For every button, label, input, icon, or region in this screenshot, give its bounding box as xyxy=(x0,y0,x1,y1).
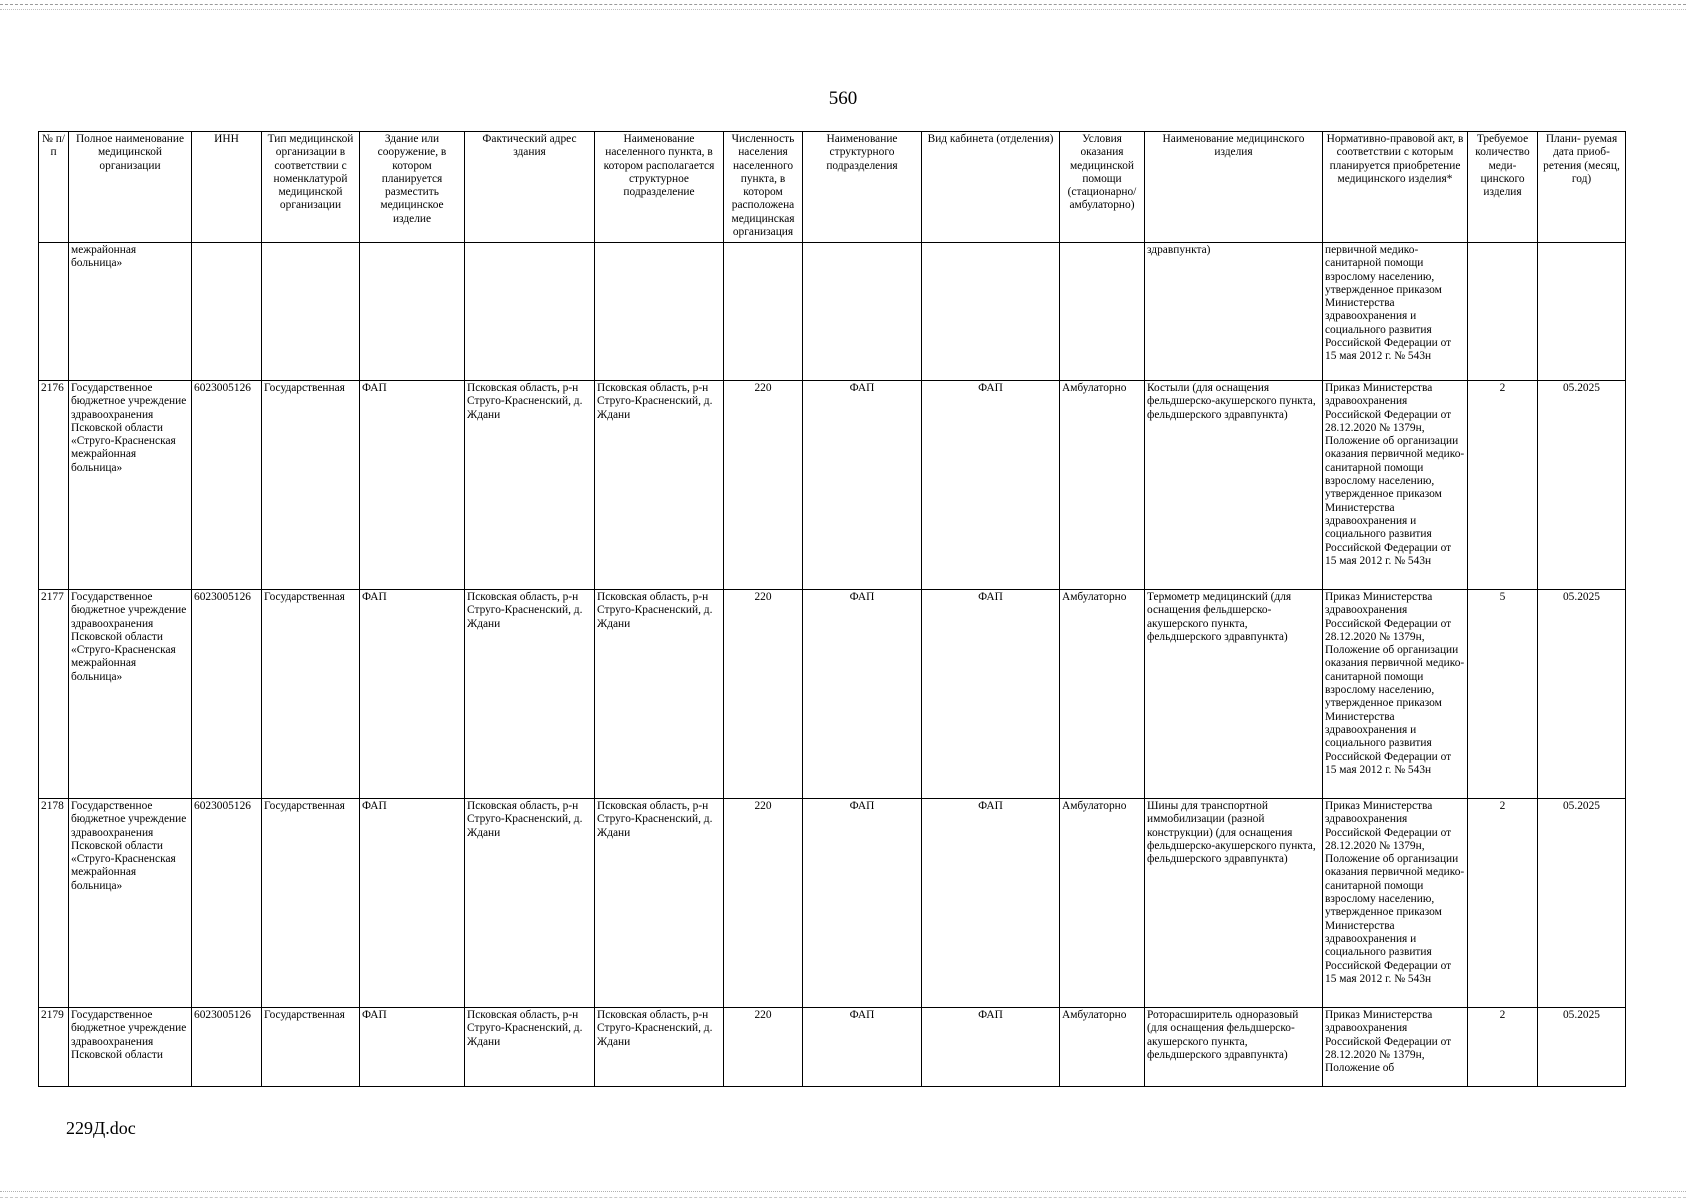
cell-num: 2178 xyxy=(39,799,69,1008)
cell-unit: ФАП xyxy=(803,799,922,1008)
header-cell: Плани- руемая дата приоб- ретения (месяц, год) xyxy=(1538,132,1626,243)
document-filename: 229Д.doc xyxy=(66,1118,136,1138)
cell-date xyxy=(1538,243,1626,381)
medical-equipment-table xyxy=(38,131,1626,1087)
cell-conditions: Амбулаторно xyxy=(1060,381,1145,590)
cell-device: Шины для транспортной иммобилизации (разной конструкции) (для оснащения фельдшерско-акушерского пункта, фельдшерского здравпункта) xyxy=(1145,799,1323,1008)
cell-address: Псковская область, р-н Струго-Красненский, д. Ждани xyxy=(465,590,595,799)
header-cell: № п/п xyxy=(39,132,69,243)
cell-inn xyxy=(192,243,262,381)
cell-date: 05.2025 xyxy=(1538,799,1626,1008)
cell-act: Приказ Министерства здравоохранения Российской Федерации от 28.12.2020 № 1379н, Положение об организации оказания первичной медико-санитарной помощи взрослому населению, утвержденное приказом Министерства здравоохранения и социального развития Российской Федерации от 15 мая 2012 г. № 543н xyxy=(1323,799,1468,1008)
cell-num: 2177 xyxy=(39,590,69,799)
header-cell: Численность населения населенного пункта, в котором расположена медицинская организация xyxy=(724,132,803,243)
cell-unit: ФАП xyxy=(803,381,922,590)
cell-date: 05.2025 xyxy=(1538,590,1626,799)
cell-address: Псковская область, р-н Струго-Красненский, д. Ждани xyxy=(465,1008,595,1087)
cell-conditions: Амбулаторно xyxy=(1060,1008,1145,1087)
cell-unit: ФАП xyxy=(803,590,922,799)
cell-population: 220 xyxy=(724,1008,803,1087)
table-row xyxy=(39,799,1626,1008)
cell-locality: Псковская область, р-н Струго-Красненский, д. Ждани xyxy=(595,799,724,1008)
header-cell: Вид кабинета (отделения) xyxy=(922,132,1060,243)
header-cell: Требуемое количество меди- цинского изделия xyxy=(1468,132,1538,243)
cell-qty xyxy=(1468,243,1538,381)
cell-type: Государственная xyxy=(262,381,360,590)
cell-conditions xyxy=(1060,243,1145,381)
table-header-row xyxy=(39,132,1626,243)
cell-building: ФАП xyxy=(360,381,465,590)
cell-num: 2179 xyxy=(39,1008,69,1087)
cell-address: Псковская область, р-н Струго-Красненский, д. Ждани xyxy=(465,799,595,1008)
header-cell: Здание или сооружение, в котором планируется разместить медицинское изделие xyxy=(360,132,465,243)
cell-population: 220 xyxy=(724,590,803,799)
cell-inn: 6023005126 xyxy=(192,590,262,799)
header-cell: Наименование структурного подразделения xyxy=(803,132,922,243)
table-row xyxy=(39,590,1626,799)
cell-cabinet: ФАП xyxy=(922,590,1060,799)
cell-num: 2176 xyxy=(39,381,69,590)
page-number: 560 xyxy=(828,88,858,109)
cell-conditions: Амбулаторно xyxy=(1060,590,1145,799)
cell-act: Приказ Министерства здравоохранения Российской Федерации от 28.12.2020 № 1379н, Положение об организации оказания первичной медико-санитарной помощи взрослому населению, утвержденное приказом Министерства здравоохранения и социального развития Российской Федерации от 15 мая 2012 г. № 543н xyxy=(1323,381,1468,590)
cell-cabinet: ФАП xyxy=(922,381,1060,590)
cell-building xyxy=(360,243,465,381)
cell-date: 05.2025 xyxy=(1538,381,1626,590)
cell-device: здравпункта) xyxy=(1145,243,1323,381)
cell-date: 05.2025 xyxy=(1538,1008,1626,1087)
table-row xyxy=(39,1008,1626,1087)
cell-inn: 6023005126 xyxy=(192,1008,262,1087)
cell-population xyxy=(724,243,803,381)
cell-address: Псковская область, р-н Струго-Красненский, д. Ждани xyxy=(465,381,595,590)
cell-num xyxy=(39,243,69,381)
cell-building: ФАП xyxy=(360,590,465,799)
cell-org: Государственное бюджетное учреждение здравоохранения Псковской области «Струго-Красненская межрайонная больница» xyxy=(69,799,192,1008)
cell-type: Государственная xyxy=(262,1008,360,1087)
cell-locality: Псковская область, р-н Струго-Красненский, д. Ждани xyxy=(595,381,724,590)
table-row xyxy=(39,381,1626,590)
header-cell: Тип медицинской организации в соответствии с номенклатурой медицинской организации xyxy=(262,132,360,243)
header-cell: ИНН xyxy=(192,132,262,243)
cell-act: первичной медико-санитарной помощи взрослому населению, утвержденное приказом Министерства здравоохранения и социального развития Российской Федерации от 15 мая 2012 г. № 543н xyxy=(1323,243,1468,381)
cell-qty: 2 xyxy=(1468,799,1538,1008)
cell-cabinet: ФАП xyxy=(922,1008,1060,1087)
cell-locality xyxy=(595,243,724,381)
cell-conditions: Амбулаторно xyxy=(1060,799,1145,1008)
scan-edge-top xyxy=(0,4,1686,10)
cell-inn: 6023005126 xyxy=(192,381,262,590)
cell-cabinet: ФАП xyxy=(922,799,1060,1008)
cell-type xyxy=(262,243,360,381)
cell-unit: ФАП xyxy=(803,1008,922,1087)
cell-population: 220 xyxy=(724,799,803,1008)
cell-org: Государственное бюджетное учреждение здравоохранения Псковской области «Струго-Красненская межрайонная больница» xyxy=(69,590,192,799)
cell-act: Приказ Министерства здравоохранения Российской Федерации от 28.12.2020 № 1379н, Положение об xyxy=(1323,1008,1468,1087)
scan-edge-bottom xyxy=(0,1191,1686,1198)
cell-building: ФАП xyxy=(360,1008,465,1087)
cell-building: ФАП xyxy=(360,799,465,1008)
cell-org: Государственное бюджетное учреждение здравоохранения Псковской области xyxy=(69,1008,192,1087)
cell-locality: Псковская область, р-н Струго-Красненский, д. Ждани xyxy=(595,590,724,799)
header-cell: Условия оказания медицинской помощи (стационарно/ амбулаторно) xyxy=(1060,132,1145,243)
cell-address xyxy=(465,243,595,381)
table-row-continuation xyxy=(39,243,1626,381)
cell-act: Приказ Министерства здравоохранения Российской Федерации от 28.12.2020 № 1379н, Положение об организации оказания первичной медико-санитарной помощи взрослому населению, утвержденное приказом Министерства здравоохранения и социального развития Российской Федерации от 15 мая 2012 г. № 543н xyxy=(1323,590,1468,799)
cell-qty: 5 xyxy=(1468,590,1538,799)
cell-org: межрайонная больница» xyxy=(69,243,192,381)
header-cell: Наименование медицинского изделия xyxy=(1145,132,1323,243)
cell-locality: Псковская область, р-н Струго-Красненский, д. Ждани xyxy=(595,1008,724,1087)
cell-device: Термометр медицинский (для оснащения фельдшерско-акушерского пункта, фельдшерского здравпункта) xyxy=(1145,590,1323,799)
cell-type: Государственная xyxy=(262,799,360,1008)
cell-type: Государственная xyxy=(262,590,360,799)
header-cell: Фактический адрес здания xyxy=(465,132,595,243)
cell-device: Костыли (для оснащения фельдшерско-акушерского пункта, фельдшерского здравпункта) xyxy=(1145,381,1323,590)
cell-population: 220 xyxy=(724,381,803,590)
cell-inn: 6023005126 xyxy=(192,799,262,1008)
cell-device: Роторасширитель одноразовый (для оснащения фельдшерско-акушерского пункта, фельдшерского здравпункта) xyxy=(1145,1008,1323,1087)
cell-cabinet xyxy=(922,243,1060,381)
header-cell: Наименование населенного пункта, в котором располагается структурное подразделение xyxy=(595,132,724,243)
header-cell: Полное наименование медицинской организации xyxy=(69,132,192,243)
header-cell: Нормативно-правовой акт, в соответствии с которым планируется приобретение медицинского изделия* xyxy=(1323,132,1468,243)
cell-qty: 2 xyxy=(1468,1008,1538,1087)
cell-unit xyxy=(803,243,922,381)
cell-qty: 2 xyxy=(1468,381,1538,590)
cell-org: Государственное бюджетное учреждение здравоохранения Псковской области «Струго-Красненская межрайонная больница» xyxy=(69,381,192,590)
